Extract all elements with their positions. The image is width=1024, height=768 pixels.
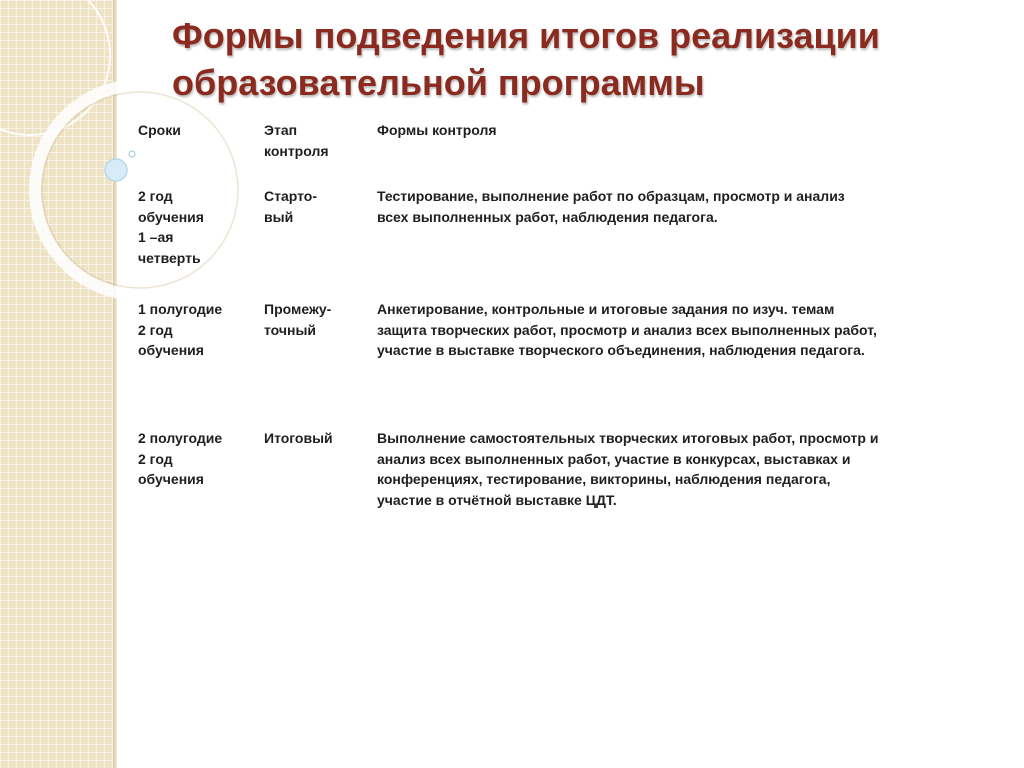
deco-bubble-small: [129, 151, 135, 157]
header-stage: Этап контроля: [264, 122, 329, 159]
row1-forms: Тестирование, выполнение работ по образцам, просмотр и анализ всех выполненных работ, наблюдения педагога.: [377, 188, 845, 225]
row1-stage: Старто- вый: [264, 188, 318, 225]
row2-stage: Промежу- точный: [264, 301, 332, 338]
slide-title: Формы подведения итогов реализации образовательной программы: [172, 15, 880, 103]
header-period: Сроки: [138, 122, 181, 138]
decorative-sidebar: [0, 0, 113, 768]
row3-period: 2 полугодие 2 год обучения: [138, 430, 223, 487]
header-forms: Формы контроля: [377, 122, 497, 138]
row1-period: 2 год обучения 1 –ая четверть: [138, 188, 204, 266]
row2-forms: Анкетирование, контрольные и итоговые задания по изуч. темам защита творческих работ, просмотр и анализ всех выполненных работ, участие в выставке творческого объединения, наблюдения педагога.: [377, 301, 877, 358]
row3-forms: Выполнение самостоятельных творческих итоговых работ, просмотр и анализ всех выполненных работ, участие в конкурсах, выставках и конференциях, тестирование, викторины, наблюдения педагога, участие в отчётной выставке ЦДТ.: [377, 430, 879, 508]
row2-period: 1 полугодие 2 год обучения: [138, 301, 223, 358]
sidebar-edge: [113, 0, 117, 768]
row3-stage: Итоговый: [264, 430, 333, 446]
